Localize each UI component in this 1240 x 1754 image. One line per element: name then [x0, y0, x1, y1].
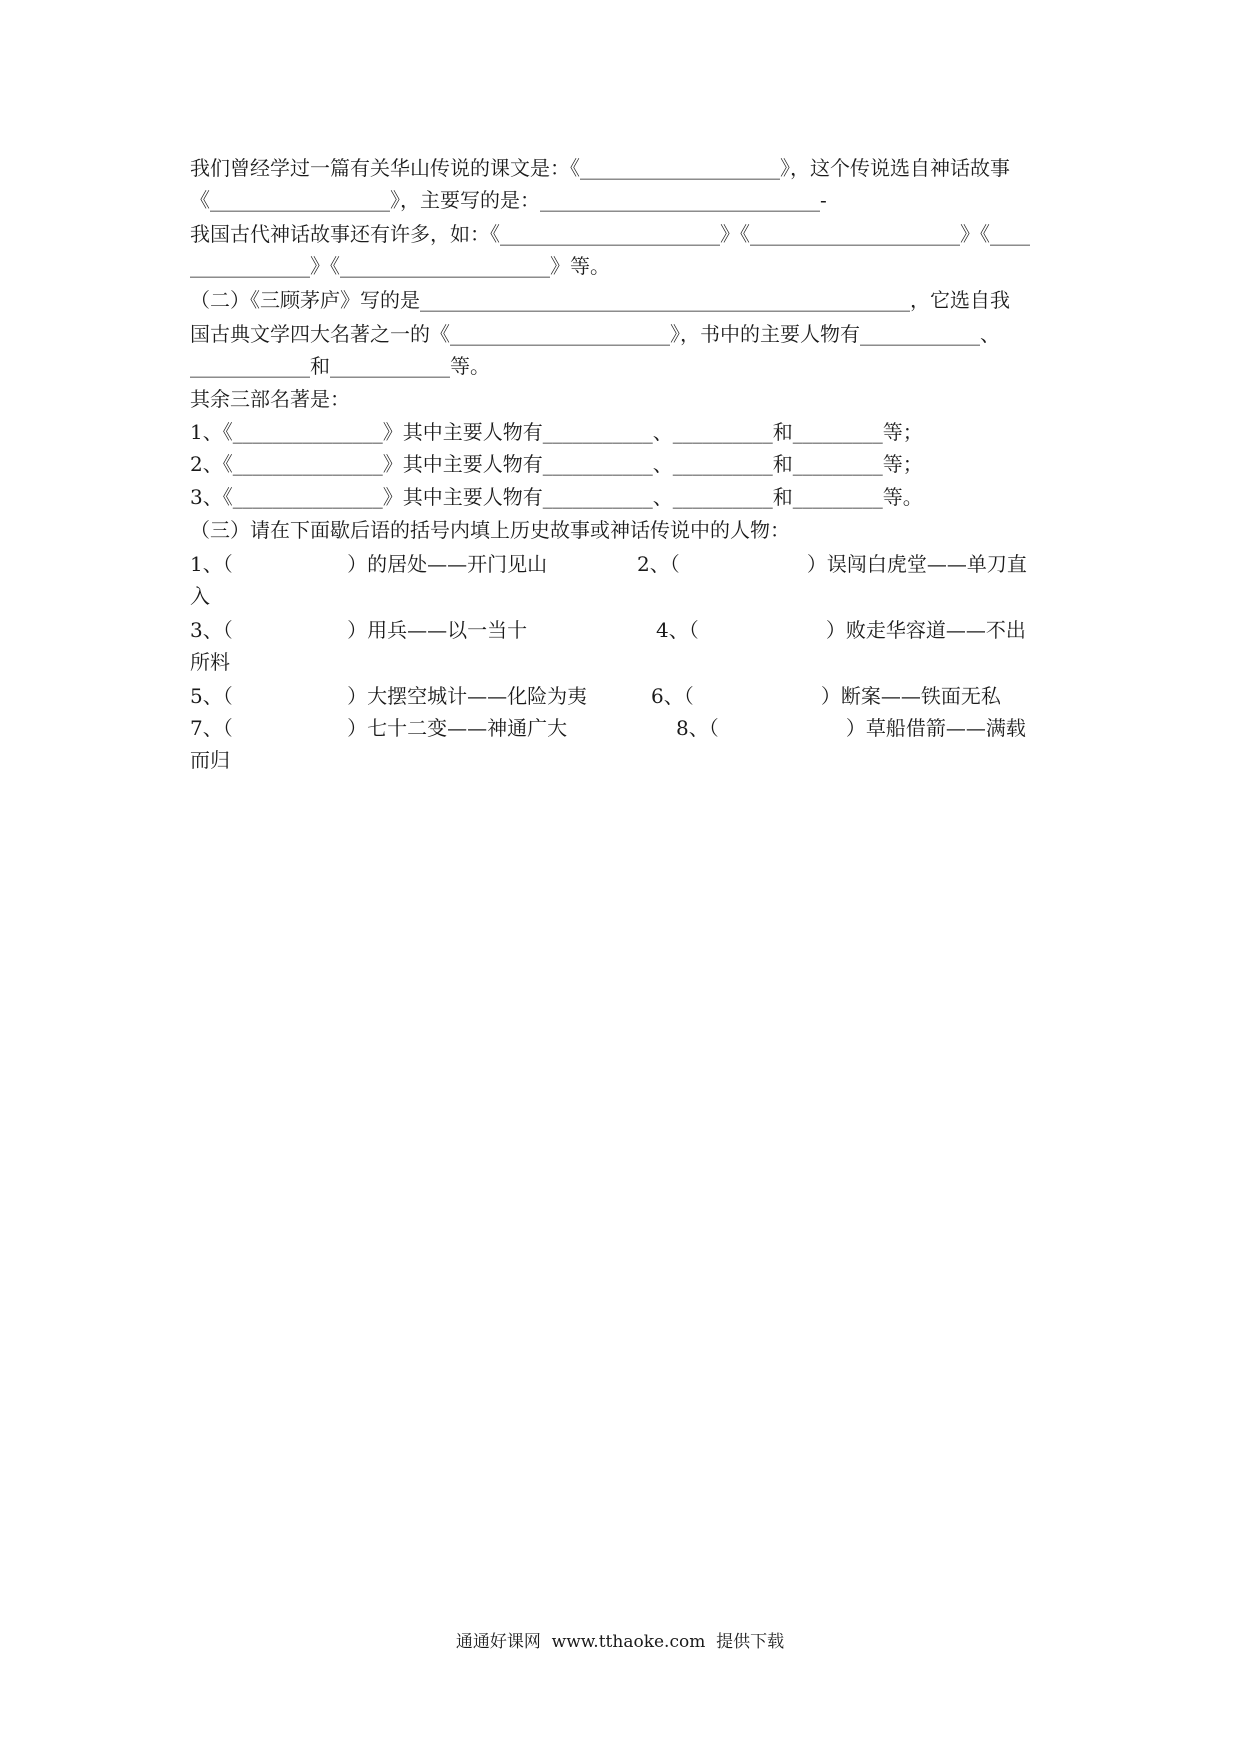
- idiom-item-3: 3、（ ）用兵——以一当十: [190, 618, 528, 642]
- section1-line4: ____________》《_____________________》等。: [190, 254, 610, 278]
- section2-line2: 国古典文学四大名著之一的《______________________》，书中的主要人物有____________、: [190, 322, 1000, 346]
- section3-heading: （三）请在下面歇后语的括号内填上历史故事或神话传说中的人物：: [190, 518, 790, 542]
- section1-line2: 《__________________》，主要写的是：____________________________-: [190, 188, 827, 212]
- idiom-item-2: 2、（ ）误闯白虎堂——单刀直: [637, 552, 1027, 576]
- idiom-item-8-wrap: 而归: [190, 748, 230, 772]
- idiom-item-4: 4、（ ）败走华容道——不出: [656, 618, 1026, 642]
- idiom-item-6: 6、（ ）断案——铁面无私: [651, 684, 1001, 708]
- idiom-item-1: 1、（ ）的居处——开门见山: [190, 552, 548, 576]
- idiom-item-2-wrap: 入: [190, 584, 210, 608]
- idiom-item-8: 8、（ ）草船借箭——满载: [676, 716, 1026, 740]
- section2-line3: ____________和____________等。: [190, 354, 490, 378]
- section2-item-1: 1、《_______________》其中主要人物有___________、__________和_________等；: [190, 420, 923, 444]
- footer-source: 通通好课网 www.tthaoke.com 提供下载: [455, 1632, 785, 1652]
- section1-line3: 我国古代神话故事还有许多，如：《______________________》《_____________________》《____: [190, 222, 1030, 246]
- section2-item-3: 3、《_______________》其中主要人物有___________、__________和_________等。: [190, 485, 923, 509]
- section1-line1: 我们曾经学过一篇有关华山传说的课文是：《____________________》，这个传说选自神话故事: [190, 156, 1010, 180]
- section2-line1: （二）《三顾茅庐》写的是_________________________________________________，它选自我: [190, 288, 1010, 312]
- section2-heading: 其余三部名著是：: [190, 387, 350, 411]
- idiom-item-4-wrap: 所料: [190, 650, 230, 674]
- idiom-item-7: 7、（ ）七十二变——神通广大: [190, 716, 568, 740]
- section2-item-2: 2、《_______________》其中主要人物有___________、__________和_________等；: [190, 452, 923, 476]
- idiom-item-5: 5、（ ）大摆空城计——化险为夷: [190, 684, 588, 708]
